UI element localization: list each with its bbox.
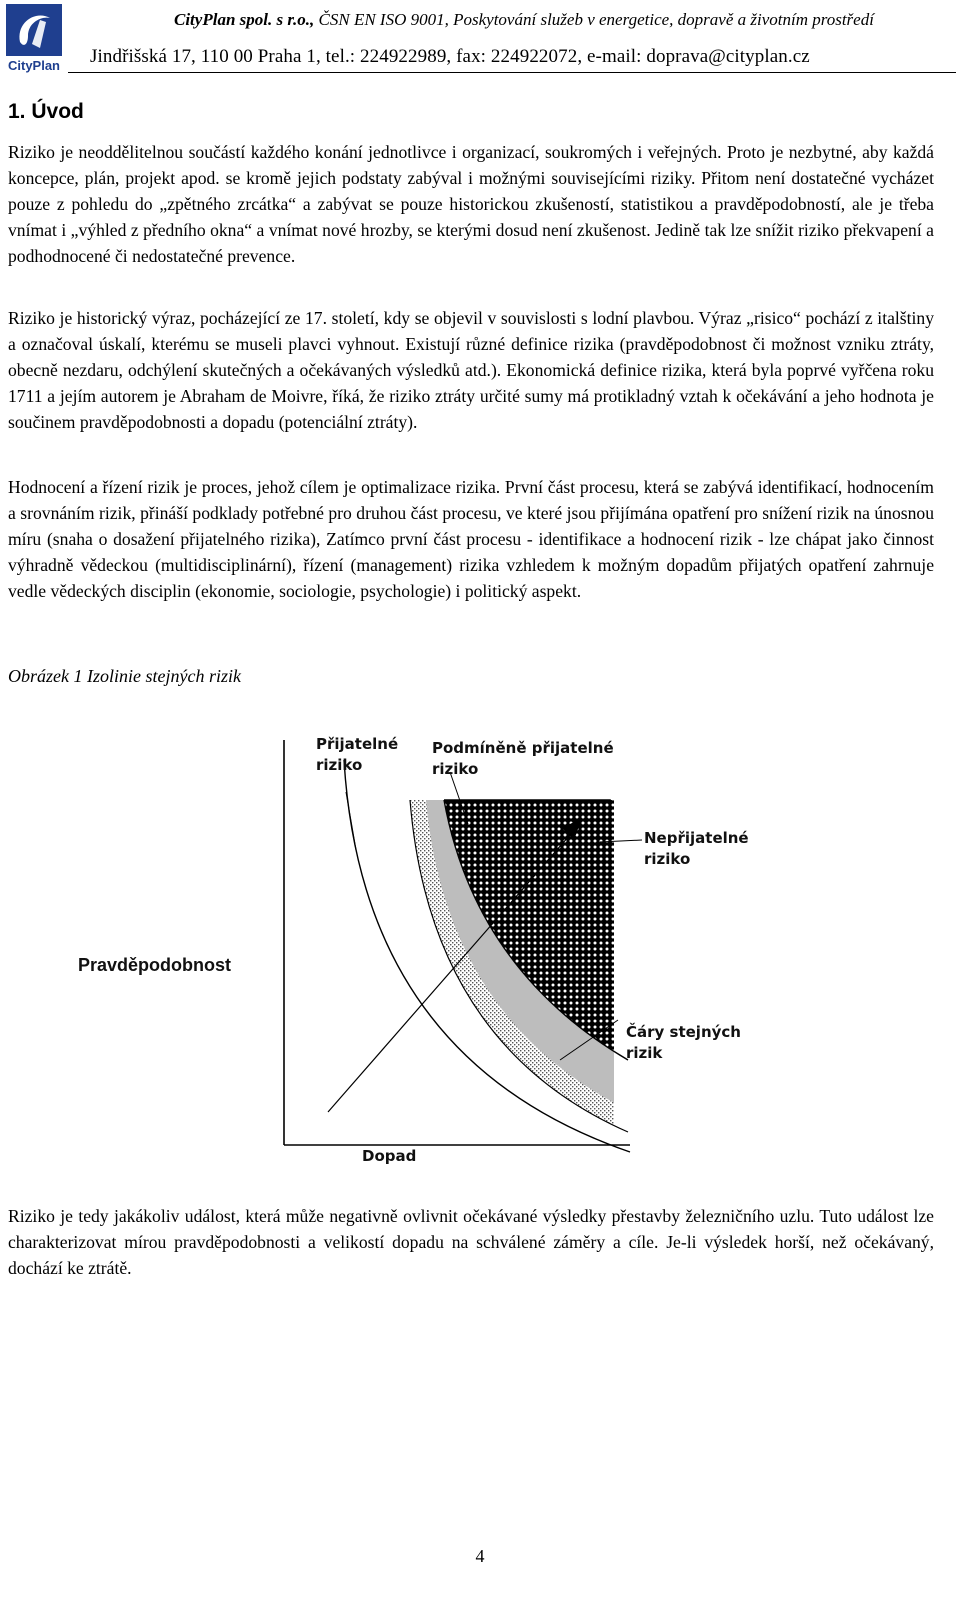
- label-acceptable-line1: Přijatelné: [316, 735, 399, 753]
- paragraph-2: Riziko je historický výraz, pocházející ze 17. století, kdy se objevil v souvislosti s lodní plavbou. Výraz „risico“ pochází z italštiny a označoval úskalí, kterému se museli plavci vyhnout. Existují různé definice rizika (pravděpodobnost či možnost vzniku ztráty, obecně nezdaru, odchýlení skutečných a očekávaných výsledků atd.). Ekonomická definice rizika, která byla poprvé vyřčena roku 1711 a jejím autorem je Abraham de Moivre, říká, že riziko ztráty určité sumy má protikladný vztah k očekávání a jeho hodnota je součinem pravděpodobnosti a dopadu (potenciální ztráty).: [8, 308, 934, 432]
- logo-text: CityPlan: [7, 58, 61, 73]
- label-unacceptable-line2: riziko: [644, 850, 691, 868]
- leader-acceptable: [346, 792, 356, 850]
- section-title: 1. Úvod: [8, 100, 84, 123]
- page-number: 4: [475, 1546, 485, 1566]
- label-acceptable-line2: riziko: [316, 756, 363, 774]
- paragraph-1: Riziko je neoddělitelnou součástí každého konání jednotlivce i organizací, soukromých i veřejných. Proto je nezbytné, aby každá koncepce, plán, projekt apod. se kromě jejich podstaty zabýval i možnými souvisejícími riziky. Přitom není dostatečné vycházet pouze z pohledu do „zpětného zrcátka“ a zabývat se pouze historickou zkušeností, statistikou a pravděpodobností, ale je třeba vnímat i „výhled z předního okna“ a vnímat nové hrozby, se kterými dosud není zkušenost. Jedině tak lze snížit riziko překvapení a podhodnocené či nedostatečné prevence.: [8, 142, 934, 266]
- paragraph-3: Hodnocení a řízení rizik je proces, jehož cílem je optimalizace rizika. První část procesu, která se zabývá identifikací, hodnocením a srovnáním rizik, přináší podklady potřebné pro druhou část procesu, ve které jsou přijímána opatření pro snížení rizik na únosnou míru (snaha o dosažení přijatelného rizika), Zatímco první část procesu - identifikace a hodnocení rizik - lze chápat jako činnost výhradně vědeckou (multidisciplinární), řízení (management) rizika vzhledem k možným dopadům přijatých opatření zahrnuje vedle vědeckých disciplin (ekonomie, sociologie, psychologie) i politický aspekt.: [8, 477, 934, 601]
- header-address-line: Jindřišská 17, 110 00 Praha 1, tel.: 224922989, fax: 224922072, e-mail: doprava@cityplan.cz: [90, 46, 810, 67]
- label-isolines-line1: Čáry stejných: [626, 1023, 741, 1041]
- company-description: ČSN EN ISO 9001, Poskytování služeb v energetice, dopravě a životním prostředí: [314, 10, 874, 29]
- y-axis-label: Pravděpodobnost: [78, 955, 232, 975]
- label-unacceptable-line1: Nepřijatelné: [644, 829, 749, 847]
- label-unacceptable-risk: [644, 828, 749, 870]
- page-header: [0, 0, 960, 80]
- x-axis-label: Dopad: [362, 1147, 417, 1165]
- header-company-line: [174, 10, 874, 30]
- header-divider: [68, 72, 956, 73]
- label-isolines-line2: rizik: [626, 1044, 663, 1062]
- cityplan-logo: [6, 4, 62, 74]
- figure-caption: Obrázek 1 Izolinie stejných rizik: [8, 666, 241, 686]
- company-name: CityPlan spol. s r.o.,: [174, 10, 315, 29]
- label-conditional-risk: [432, 738, 614, 780]
- label-conditional-line2: riziko: [432, 760, 479, 778]
- label-isolines: [626, 1022, 741, 1064]
- label-acceptable-risk: [316, 734, 398, 776]
- paragraph-4: Riziko je tedy jakákoliv událost, která může negativně ovlivnit očekávané výsledky přestavby železničního uzlu. Tuto událost lze charakterizovat mírou pravděpodobnosti a velikostí dopadu na schválené záměry a cíle. Je-li výsledek horší, než očekávaný, dochází ke ztrátě.: [8, 1206, 934, 1278]
- risk-isoline-figure: [78, 700, 810, 1180]
- label-conditional-line1: Podmíněně přijatelné: [432, 739, 614, 757]
